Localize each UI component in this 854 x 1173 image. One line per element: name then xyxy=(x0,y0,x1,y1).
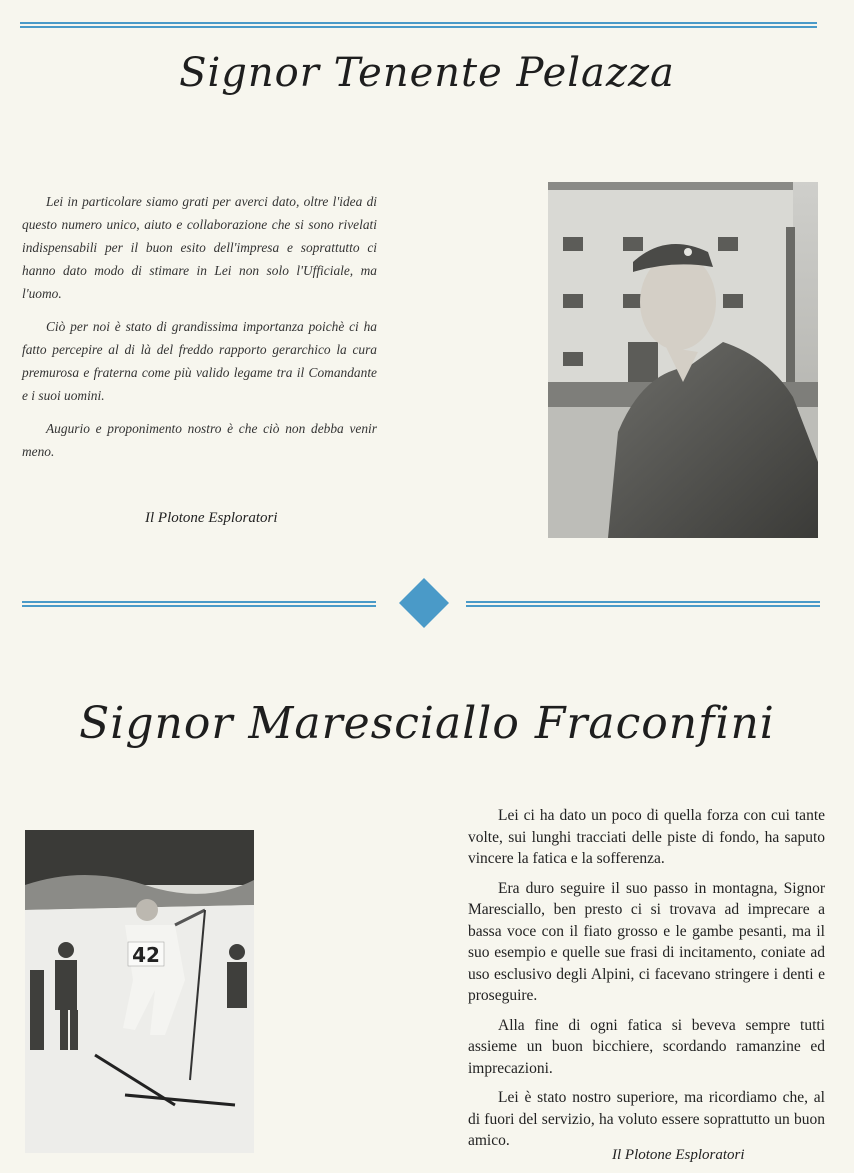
paragraph: Alla fine di ogni fatica si beveva sempre tutti assieme un buon bicchiere, scordando ramanzine ed imprecazioni. xyxy=(468,1016,825,1077)
divider-right xyxy=(466,601,820,607)
bib-number: 42 xyxy=(132,943,160,967)
paragraph: Augurio e proponimento nostro è che ciò non debba venir meno. xyxy=(22,421,377,459)
signature-2: Il Plotone Esploratori xyxy=(612,1147,745,1163)
diamond-ornament xyxy=(399,578,449,628)
title-tenente: Signor Tenente Pelazza xyxy=(179,50,675,96)
paragraph: Era duro seguire il suo passo in montagna, Signor Maresciallo, ben presto ci si trovava ad imprecare a bassa voce con il fiato grosso e le gambe pesanti, ma il suo esempio e quelle sue frasi di incitamento, coniate ad uso esclusivo degli Alpini, ci facevano stringere i denti e proseguire. xyxy=(468,879,825,1004)
paragraph: Lei è stato nostro superiore, ma ricordiamo che, al di fuori del servizio, ha voluto essere soprattutto un buon amico. xyxy=(468,1089,825,1149)
top-rule xyxy=(20,22,817,28)
paragraph: Ciò per noi è stato di grandissima importanza poichè ci ha fatto percepire al di là del freddo rapporto gerarchico la cura premurosa e fraterna come più valido legame tra il Comandante e i suoi uomini. xyxy=(22,319,377,403)
paragraph: Lei in particolare siamo grati per averci dato, oltre l'idea di questo numero unico, aiuto e collaborazione che si sono rivelati indispensabili per il buon esito dell'impresa e soprattutto ci hanno dato modo di stimare in Lei non solo l'Ufficiale, ma l'uomo. xyxy=(22,194,377,301)
signature-1: Il Plotone Esploratori xyxy=(145,510,278,526)
photo-maresciallo xyxy=(25,830,254,1153)
divider-left xyxy=(22,601,376,607)
photo-tenente xyxy=(548,182,818,538)
paragraph: Lei ci ha dato un poco di quella forza con cui tante volte, sui lunghi tracciati delle piste di fondo, ha saputo vincere la fatica e la sofferenza. xyxy=(468,807,825,867)
title-maresciallo: Signor Maresciallo Fraconfini xyxy=(79,698,775,749)
letter-tenente xyxy=(22,190,377,473)
letter-maresciallo xyxy=(468,805,825,1160)
